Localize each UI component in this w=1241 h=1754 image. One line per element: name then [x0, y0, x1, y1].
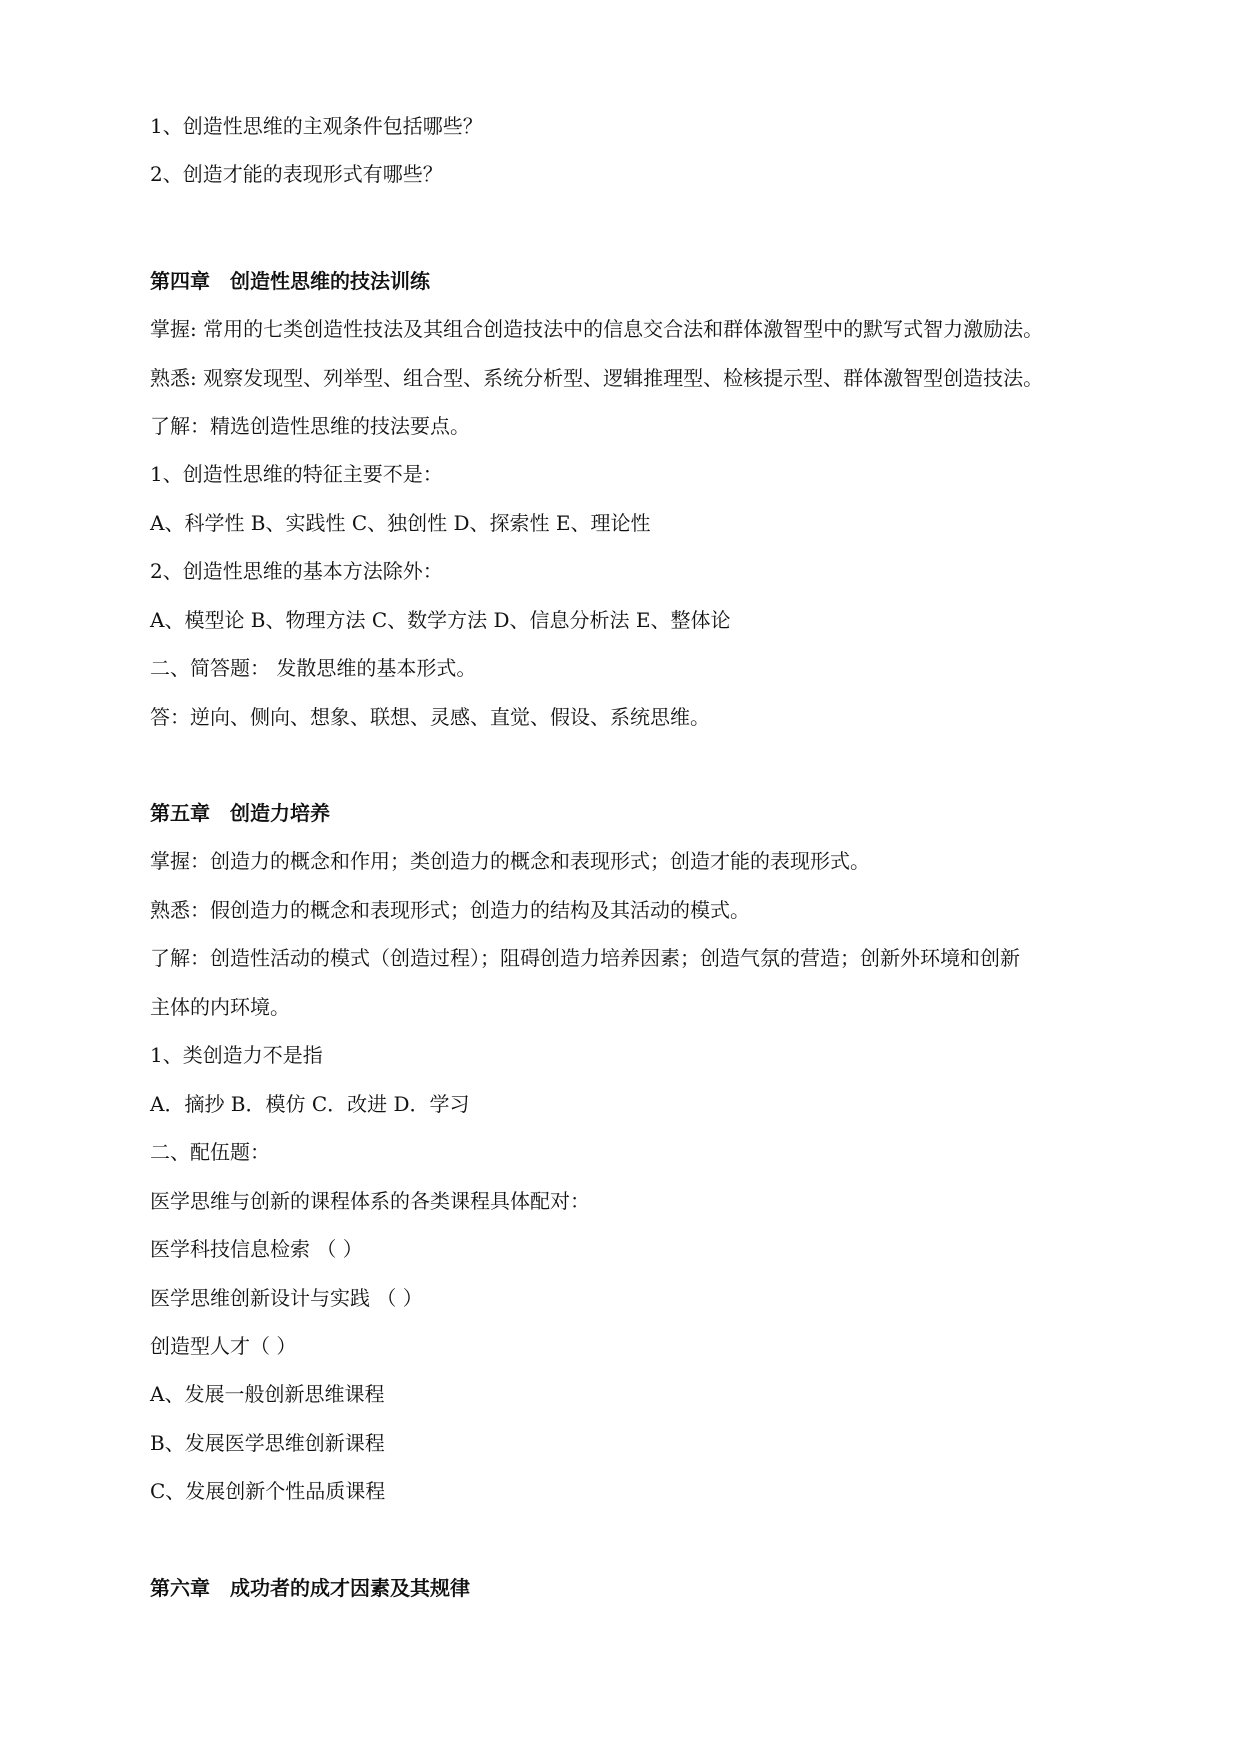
chapter5-match-item-2: 医学思维创新设计与实践 （ ）: [150, 1286, 423, 1310]
chapter5-matching-title: 二、配伍题：: [150, 1140, 270, 1164]
chapter4-short-question: 二、简答题： 发散思维的基本形式。: [150, 656, 477, 680]
chapter5-match-item-3: 创造型人才（ ）: [150, 1334, 297, 1358]
chapter5-familiar: 熟悉：假创造力的概念和表现形式；创造力的结构及其活动的模式。: [150, 898, 750, 922]
chapter4-question-1: 1、创造性思维的特征主要不是：: [150, 462, 443, 486]
chapter4-question-2: 2、创造性思维的基本方法除外：: [150, 559, 443, 583]
chapter5-match-option-a: A、发展一般创新思维课程: [150, 1382, 385, 1406]
chapter4-master: 掌握: 常用的七类创造性技法及其组合创造技法中的信息交合法和群体激智型中的默写式智力激励法。: [150, 317, 1044, 341]
chapter5-understand-line-2: 主体的内环境。: [150, 995, 290, 1019]
chapter5-understand-line-1: 了解：创造性活动的模式（创造过程）；阻碍创造力培养因素；创造气氛的营造；创新外环境和创新: [150, 946, 1020, 970]
chapter5-match-option-b: B、发展医学思维创新课程: [150, 1431, 385, 1455]
chapter5-question-1-options: A．摘抄 B．模仿 C．改进 D．学习: [150, 1092, 470, 1116]
chapter6-title: 第六章 成功者的成才因素及其规律: [150, 1576, 470, 1600]
chapter4-question-2-options: A、模型论 B、物理方法 C、数学方法 D、信息分析法 E、整体论: [150, 608, 731, 632]
chapter5-master: 掌握：创造力的概念和作用；类创造力的概念和表现形式；创造才能的表现形式。: [150, 849, 870, 873]
chapter4-question-1-options: A、科学性 B、实践性 C、独创性 D、探索性 E、理论性: [150, 511, 651, 535]
chapter4-familiar: 熟悉: 观察发现型、列举型、组合型、系统分析型、逻辑推理型、检核提示型、群体激智型创造技法。: [150, 366, 1044, 390]
intro-question-2: 2、创造才能的表现形式有哪些？: [150, 162, 443, 186]
chapter4-short-answer: 答：逆向、侧向、想象、联想、灵感、直觉、假设、系统思维。: [150, 705, 710, 729]
chapter5-question-1: 1、类创造力不是指: [150, 1043, 323, 1067]
chapter5-matching-intro: 医学思维与创新的课程体系的各类课程具体配对：: [150, 1189, 590, 1213]
chapter5-title: 第五章 创造力培养: [150, 801, 330, 825]
chapter5-match-item-1: 医学科技信息检索 （ ）: [150, 1237, 363, 1261]
chapter4-title: 第四章 创造性思维的技法训练: [150, 269, 430, 293]
chapter5-match-option-c: C、发展创新个性品质课程: [150, 1479, 386, 1503]
chapter4-understand: 了解：精选创造性思维的技法要点。: [150, 414, 470, 438]
intro-question-1: 1、创造性思维的主观条件包括哪些？: [150, 114, 483, 138]
